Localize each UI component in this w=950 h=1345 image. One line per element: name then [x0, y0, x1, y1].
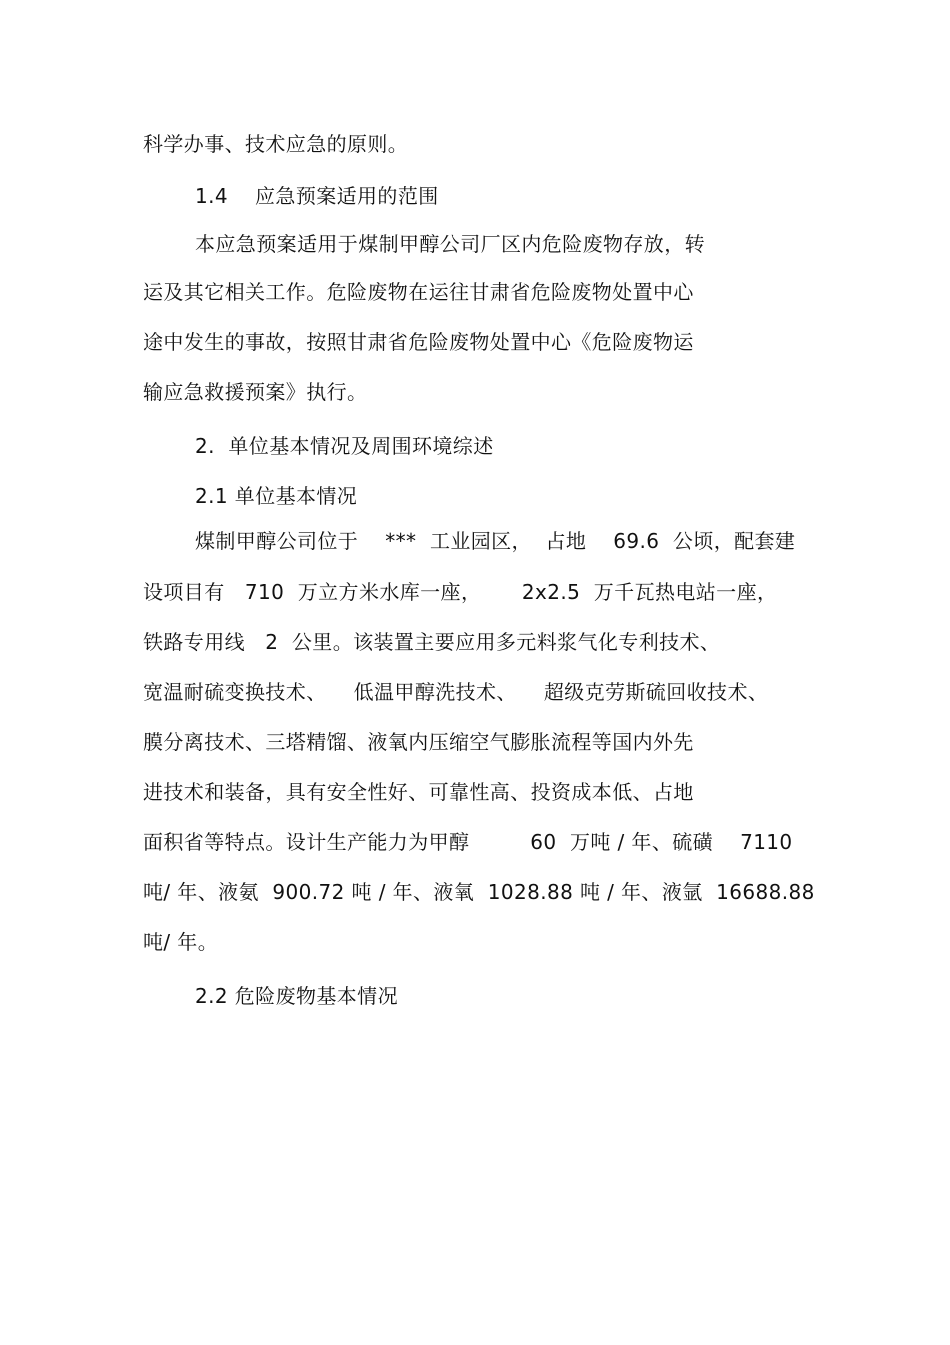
- section-heading: 1.4 应急预案适用的范围: [195, 184, 439, 208]
- paragraph-line: 面积省等特点。设计生产能力为甲醇 60 万吨 / 年、硫磺 7110: [143, 830, 793, 854]
- paragraph-line: 吨/ 年、液氨 900.72 吨 / 年、液氧 1028.88 吨 / 年、液氩 16688.88: [143, 880, 815, 904]
- paragraph-line: 运及其它相关工作。危险废物在运往甘肃省危险废物处置中心: [143, 280, 694, 304]
- section-heading: 2. 单位基本情况及周围环境综述: [195, 434, 494, 458]
- paragraph-line: 吨/ 年。: [143, 930, 219, 954]
- paragraph-line: 本应急预案适用于煤制甲醇公司厂区内危险废物存放，转: [195, 232, 705, 256]
- paragraph-line: 科学办事、技术应急的原则。: [143, 132, 409, 156]
- paragraph-line: 宽温耐硫变换技术、 低温甲醇洗技术、 超级克劳斯硫回收技术、: [143, 680, 769, 704]
- paragraph-line: 途中发生的事故，按照甘肃省危险废物处置中心《危险废物运: [143, 330, 694, 354]
- section-heading: 2.2 危险废物基本情况: [195, 984, 398, 1008]
- paragraph-line: 铁路专用线 2 公里。该装置主要应用多元料浆气化专利技术、: [143, 630, 721, 654]
- paragraph-line: 进技术和装备，具有安全性好、可靠性高、投资成本低、占地: [143, 780, 694, 804]
- paragraph-line: 煤制甲醇公司位于 *** 工业园区， 占地 69.6 公顷，配套建: [195, 529, 796, 553]
- paragraph-line: 设项目有 710 万立方米水库一座， 2x2.5 万千瓦热电站一座，: [143, 580, 778, 604]
- paragraph-line: 输应急救援预案》执行。: [143, 380, 368, 404]
- section-heading: 2.1 单位基本情况: [195, 484, 358, 508]
- paragraph-line: 膜分离技术、三塔精馏、液氧内压缩空气膨胀流程等国内外先: [143, 730, 694, 754]
